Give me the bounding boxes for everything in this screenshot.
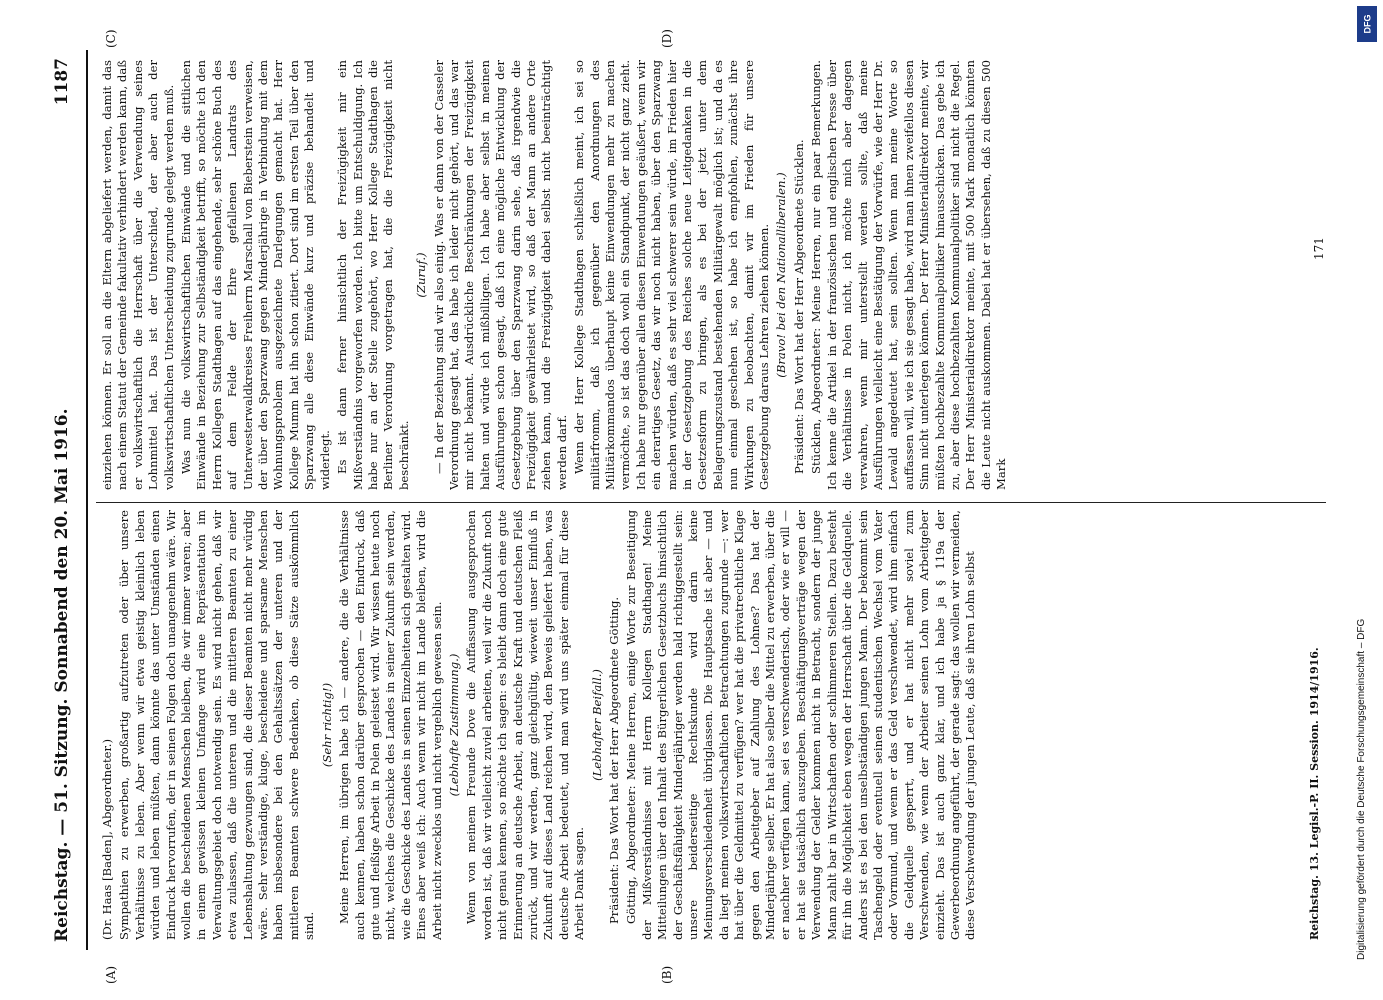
- paragraph: Es ist dann ferner hinsichtlich der Freizügigkeit mir ein Mißverständnis vorgeworfen worden. Ich bitte um Entschuldigung. Ich habe nur an der Stelle zugehört, wo Herr Kollege Stadthagen die Berliner Verordnung vorgetragen hat, die die Freizügigkeit nicht beschränkt.: [335, 60, 411, 490]
- interjection: (Lebhafter Beifall.): [589, 669, 604, 781]
- paragraph: Sympathien zu erwerben, großartig aufzutreten oder über unsere Verhältnisse zu leben. Aber wenn wir etwa geistig kleinlich leben würden und leben müßten, dann könnte das unter Umständen einen Eindruck hervorrufen, der in seinen Folgen doch unangenehm wäre. Wir wollen die bescheidenen Menschen bleiben, die wir immer waren; aber in einem gewissen kleinen Umfange wird eine Repräsentation im Verwaltungsgebiet doch notwendig sein. Es wird nicht gehen, daß wir etwa zulassen, daß die unteren und die mittleren Beamten zu einer Lebenshaltung gezwungen sind, die dieser Beamten nicht mehr würdig wäre. Sehr verständige, kluge, bescheidene und sparsame Menschen haben insbesondere bei den Gehaltssätzen der unteren und der mittleren Beamten schwere Bedenken, ob diese Sätze auskömmlich sind.: [117, 510, 317, 940]
- paragraph: Götting, Abgeordneter: Meine Herren, einige Worte zur Beseitigung der Mißverständnisse mit Herrn Kollegen Stadthagen! Meine Mitteilungen über den Inhalt des Bürgerlichen Gesetzbuchs hinsichtlich der Geschäftsfähigkeit Minderjähriger werden hald richtiggestellt sein: unsere beiderseitige Rechtskunde wird darin keine Meinungsverschiedenheit übriglassen. Die Hauptsache ist aber — und da liegt meinen volkswirtschaftlichen Betrachtungen zugrunde —: wer hat über die Geldmittel zu verfügen? wer hat die privatrechtliche Klage gegen den Arbeitgeber auf Zahlung des Lohnes? Das hat der Minderjährige selber. Er hat also selber die Mittel zu erwerben, über die er nachher verfügen kann, sei es verschwenderisch, oder wie er will — er hat sie tatsächlich auszugeben. Beschäftigungsverträge wegen der Verwendung der Gelder kommen nicht in Betracht, sondern der junge Mann zahlt bar in Wirtschaften oder schlimmeren Stellen. Dazu besteht für ihn die Möglichkeit eben wegen der Herrschaft über die Geldquelle. Anders ist es bei den unselbständigen jungen Mann. Der bekommt sein Taschengeld oder eventuell seinen studentischen Wechsel vom Vater oder Vormund, und wenn er das Geld verschwendet, wird ihm einfach die Geldquelle gesperrt, und er hat nicht mehr soviel zum Verschwenden, wie wenn der Arbeiter seinen Lohn vom Arbeitgeber einzieht. Das ist auch ganz klar, und ich habe ja § 119a der Gewerbeordnung angeführt, der gerade sagt: das wollen wir vermeiden, diese Verschwendung der jungen Leute, daß sie ihren Lohn selbst: [624, 510, 978, 940]
- page-number: 1187: [52, 58, 72, 106]
- paragraph: Stücklen, Abgeordneter: Meine Herren, nur ein paar Bemerkungen. Ich kenne die Artikel in der französischen und englischen Presse über die Verhältnisse in Polen nicht, ich möchte mich aber dagegen verwahren, wenn mir unterstellt werden sollte, daß meine Ausführungen vielleicht eine Bestätigung der Vorwürfe, wie der Herr Dr. Lewald angedeutet hat, sein sollten. Wenn man meine Worte so auffassen will, wie ich sie gesagt habe, wird man ihnen zweifellos diesen Sinn nicht unterlegen können. Der Herr Ministerialdirektor meinte, wir müßten hochbezahlte Kommunalpolitiker hinausschicken. Das gebe ich zu, aber diese hochbezahlten Kommunalpolitiker sind nicht die Regel. Der Herr Ministerialdirektor meinte, mit 500 Mark monatlich könnten die Leute nicht auskommen. Dabei hat er übersehen, daß zu diesen 500 Mark: [809, 60, 1009, 490]
- dfg-logo-icon: [1357, 6, 1377, 42]
- paragraph: — In der Beziehung sind wir also einig. Was er dann von der Casseler Verordnung gesagt hat, das habe ich leider nicht gehört, und das war mir nicht bekannt. Ausdrückliche Beschränkungen der Freizügigkeit halten und würde ich mißbilligen. Ich habe aber selbst in meinen Ausführungen schon gesagt, daß ich eine mögliche Entwicklung der Gesetzgebung über den Sparzwang darin sehe, daß irgendwie die Freizügigkeit gewährleistet wird, so daß der Mann an andere Orte ziehen kann, und die Freizügigkeit dabei selbst nicht beeinträchtigt werden darf.: [431, 60, 569, 490]
- right-column: [100, 60, 1320, 490]
- margin-label-c: (C): [104, 29, 118, 48]
- paragraph: Meine Herren, im übrigen habe ich — andere, die die Verhältnisse auch kennen, haben schon darüber gesprochen — den Eindruck, daß gute und fleißige Arbeit in Polen geleistet wird. Wir wissen heute noch nicht, welches die Geschicke des Landes in seiner Zukunft sein werden, wie die Geschicke des Landes in seinen Einzelheiten sich gestalten wird. Eines aber weiß ich: Auch wenn wir nicht im Lande bleiben, wird die Arbeit nicht zwecklos und nicht vergeblich gewesen sein.: [337, 510, 444, 940]
- speaker-note: (Dr. Haas [Baden], Abgeordneter.): [100, 739, 114, 940]
- margin-label-a: (A): [104, 965, 118, 984]
- left-column: [100, 510, 1320, 940]
- paragraph: Präsident: Das Wort hat der Herr Abgeordnete Stücklen.: [791, 139, 806, 474]
- paragraph: einziehen können. Er soll an die Eltern abgeliefert werden, damit das nach einem Statut der Gemeinde fakultativ verhindert werden kann, daß er volkswirtschaftlich die Herrschaft über die Verwendung seines Lohnmittel hat. Das ist der Unterschied, der aber auch der volkswirtschaftlichen Unterscheidung zugrunde gelegt werden muß.: [100, 60, 176, 490]
- funding-note: Digitalisierung gefördert durch die Deutsche Forschungsgemeinschaft – DFG: [1356, 618, 1367, 960]
- footer-page-number: 171: [1312, 237, 1326, 260]
- logo-text: DFG: [1362, 14, 1372, 34]
- page-title: Reichstag. — 51. Sitzung. Sonnabend den 20. Mai 1916.: [52, 408, 72, 942]
- interjection: (Zuruf.): [414, 252, 429, 298]
- margin-label-d: (D): [660, 29, 674, 48]
- column-divider: [96, 502, 1326, 503]
- paragraph: Präsident: Das Wort hat der Herr Abgeordnete Götting.: [607, 596, 621, 924]
- rotated-page: [40, 29, 1340, 984]
- margin-label-b: (B): [660, 965, 674, 984]
- paragraph: Was nun die volkswirtschaftlichen Einwände und die sittlichen Einwände in Beziehung zur Selbständigkeit betrifft, so möchte ich den Herrn Kollegen Stadthagen auf das eingehende, sehr schöne Buch des auf dem Felde der Ehre gefallenen Landrats des Unterwesterwaldkreises Freiherrn Marschall von Bieberstein verweisen, der über den Sparzwang gegen Minderjährige in Verbindung mit dem Wohnungsproblem ausgezeichnete Darlegungen gemacht hat. Herr Kollege Mumm hat ihn schon zitiert. Dort sind im ersten Teil über den Sparzwang alle diese Einwände kurz und präzise behandelt und widerlegt.: [179, 60, 332, 490]
- interjection: (Sehr richtig!): [319, 682, 334, 768]
- paragraph: Wenn von meinem Freunde Dove die Auffassung ausgesprochen worden ist, daß wir vielleicht zuviel arbeiten, weil wir die Zukunft noch nicht genau kennen, so möchte ich sagen: es bleibt dann doch eine gute Erinnerung an deutsche Arbeit, an deutsche Kraft und deutschen Fleiß zurück, und wir werden, ganz gleichgültig, wieweit unser Einfluß in Zukunft auf dieses Land reichen wird, den Beweis geliefert haben, was deutsche Arbeit bedeutet, und man wird uns später einmal für diese Arbeit Dank sagen.: [464, 510, 587, 940]
- interjection: (Bravo! bei den Nationalliberalen.): [774, 172, 789, 378]
- footer-reference: Reichstag. 13. Legisl.-P. II. Session. 1914/1916.: [1308, 647, 1321, 940]
- paragraph: Wenn der Herr Kollege Stadthagen schließlich meint, ich sei so militärfromm, daß ich gegenüber den Anordnungen des Militärkommandos überhaupt keine Einwendungen mehr zu machen vermöchte, so ist das doch wohl ein Standpunkt, der nicht ganz zieht. Ich habe nur gegenüber allen diesen Einwendungen geäußert, wenn wir ein derartiges Gesetz, das wir noch nicht haben, über den Sparzwang machen würden, daß es sehr viel schwerer sein würde, im Frieden hier in der Gesetzgebung des Reiches solche neue Leitgedanken in die Gesetzesform zu bringen, als es bei der jetzt unter dem Belagerungszustand bestehenden Militärgewalt möglich ist; und da es nun einmal geschehen ist, so habe ich empfohlen, zunächst ihre Wirkungen zu beobachten, damit wir im Frieden für unsere Gesetzgebung daraus Lehren ziehen können.: [572, 60, 772, 490]
- interjection: (Lebhafte Zustimmung.): [446, 653, 461, 797]
- page-header: [40, 50, 88, 950]
